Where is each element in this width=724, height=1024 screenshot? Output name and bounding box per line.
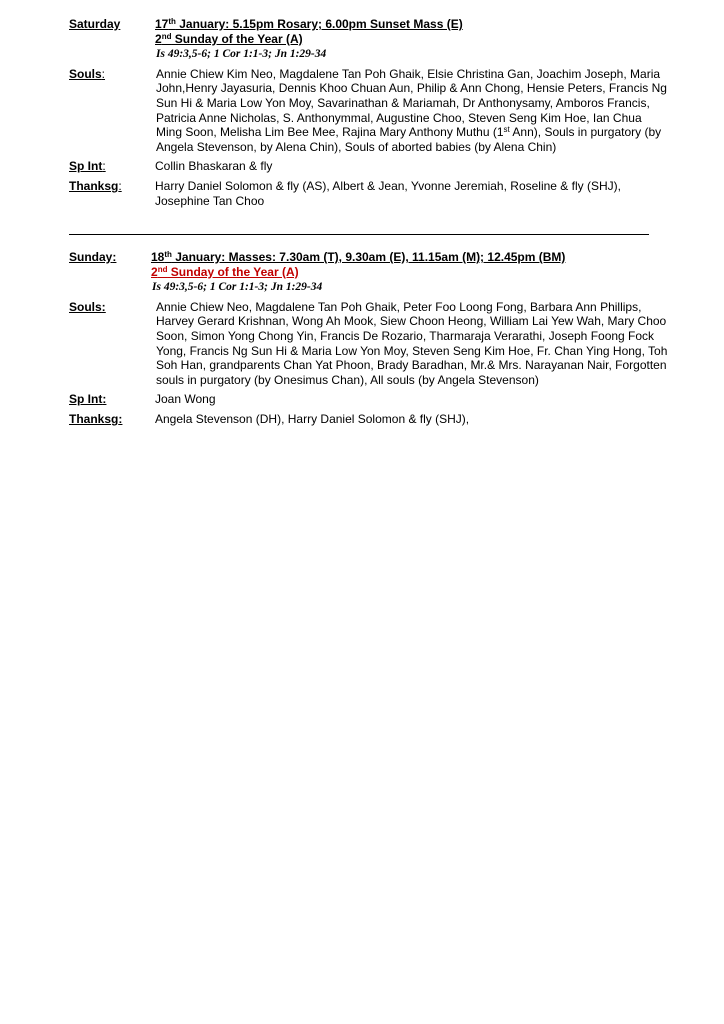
section-divider — [69, 234, 649, 235]
saturday-souls-row — [69, 67, 669, 155]
saturday-mass-info — [155, 17, 669, 62]
sunday-sunday-of-year: 2nd Sunday of the Year (A) — [151, 264, 299, 279]
saturday-spint-label: Sp Int: — [69, 159, 106, 174]
sunday-spint-row — [69, 392, 669, 407]
sunday-readings: Is 49:3,5-6; 1 Cor 1:1-3; Jn 1:29-34 — [152, 281, 323, 294]
sunday-spint-label: Sp Int: — [69, 392, 107, 407]
sunday-souls-text: Annie Chiew Neo, Magdalene Tan Poh Ghaik, Peter Foo Loong Fong, Barbara Ann Phillips, Harvey Gerard Krishnan, Wong Ah Mook, Siew Choon Heong, William Lai Yew Wah, Mary Choo Soon, Simon Yong Chong Yin, Francis De Rozario, Tharmaraja Verarathi, Joseph Foong Fock Yong, Francis Ng Sun Hi & Maria Low Yon Moy, Steven Seng Kim Hoe, Fr. Chan Ying Hong, Toh Soh Han, grandparents Chan Yat Phoon, Brady Baradhan, Mr.& Mrs. Narayanan Nair, Forgotten souls in purgatory (by Onesimus Chan), All souls (by Angela Stevenson) — [156, 299, 668, 387]
sunday-day-label: Sunday: — [69, 250, 117, 264]
sunday-thanks-text: Angela Stevenson (DH), Harry Daniel Solomon & fly (SHJ), — [155, 411, 470, 426]
sunday-thanks-label: Thanksg: — [69, 411, 123, 426]
saturday-spint-row — [69, 159, 669, 174]
saturday-souls-text: Annie Chiew Kim Neo, Magdalene Tan Poh Ghaik, Elsie Christina Gan, Joachim Joseph, Maria John,Henry Jayasuria, Dennis Khoo Chuan Aun, Philip & Ann Chong, Hensie Peters, Francis Ng Sun Hi & Maria Low Yon Moy, Savarinathan & Mariamah, Dr Anthonysamy, Amboros Francis, Patricia Anne Nicholas, S. Anthonymmal, Augustine Choo, Steven Seng Kim Hoe, Ian Chua Ming Soon, Melisha Lim Bee Mee, Rajina Mary Anthony Muthu (1st Ann), Souls in purgatory (by Angela Stevenson, by Alena Chin), Souls of aborted babies (by Alena Chin) — [156, 66, 667, 154]
sunday-section — [69, 250, 669, 427]
sunday-header-row — [69, 250, 669, 295]
saturday-day-label: Saturday — [69, 17, 121, 31]
sunday-date-line: 18th January: Masses: 7.30am (T), 9.30am (E), 11.15am (M); 12.45pm (BM) — [151, 250, 566, 264]
saturday-section — [69, 17, 669, 208]
saturday-thanks-label: Thanksg: — [69, 178, 122, 193]
saturday-souls-label: Souls: — [69, 66, 106, 81]
saturday-thanks-row — [69, 179, 669, 208]
saturday-header-row — [69, 17, 669, 62]
sunday-thanks-row — [69, 412, 669, 427]
sunday-mass-info — [151, 250, 669, 295]
saturday-date-line: 17th January: 5.15pm Rosary; 6.00pm Sunset Mass (E) — [155, 17, 463, 31]
saturday-readings: Is 49:3,5-6; 1 Cor 1:1-3; Jn 1:29-34 — [156, 48, 327, 61]
saturday-spint-text: Collin Bhaskaran & fly — [155, 159, 273, 174]
sunday-souls-label: Souls: — [69, 299, 106, 314]
sunday-spint-text: Joan Wong — [155, 392, 216, 407]
sunday-souls-row — [69, 300, 669, 388]
saturday-thanks-text: Harry Daniel Solomon & fly (AS), Albert & Jean, Yvonne Jeremiah, Roseline & fly (SHJ), Josephine Tan Choo — [155, 178, 621, 208]
saturday-sunday-of-year: 2nd Sunday of the Year (A) — [155, 31, 303, 46]
